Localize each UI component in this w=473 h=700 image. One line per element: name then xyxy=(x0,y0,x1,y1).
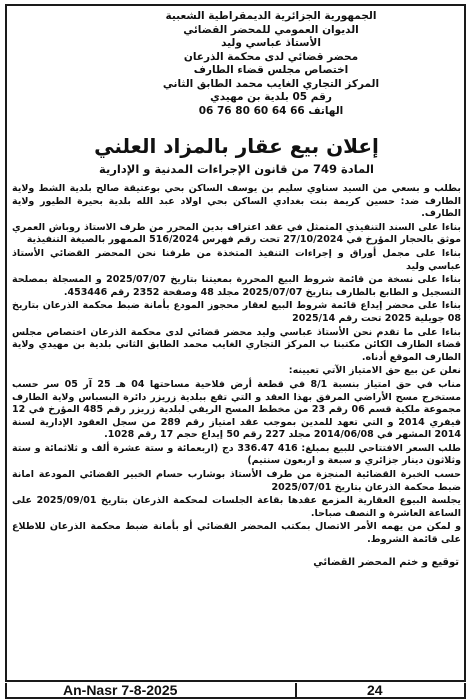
paragraph-procedures: بناءا على مجمل أوراق و إجراءات التنفيذ المتخذة من طرفنا نحن المحضر القضائي الأستاذ عباسي وليد xyxy=(12,247,461,272)
header-line-republic: الجمهورية الجزائرية الديمقراطية الشعبية xyxy=(165,10,377,22)
header-line-jurisdiction: اختصاص مجلس قضاء الطارف xyxy=(193,64,349,76)
bailiff-header xyxy=(121,10,421,118)
paragraph-opening-price: طلب السعر الافتتاحي للبيع بمبلغ: 416 336.47 دج (اربعمائة و ستة عشرة ألف و ثلاثمائة و ستة وثلاثون دينار جزائري و سبعة و اربعون سنتيم) xyxy=(12,442,461,467)
paragraph-auction-session: يجلسة البيوع العقارية المزمع عقدها بقاعة الجلسات لمحكمة الذرعان بتاريخ 2025/09/01 على الساعة العاشرة و النصف صباحا. xyxy=(12,495,461,519)
publication-date: An-Nasr 7-8-2025 xyxy=(7,683,297,697)
paragraph-contact: و لمكن من يهمه الأمر الاتصال بمكتب المحضر القضائي أو بأمانة ضبط محكمة الذرعان للاطلاع على قائمة الشروط. xyxy=(12,521,461,546)
header-line-phone: الهاتف 66 64 60 80 76 06 xyxy=(198,104,344,117)
paragraph-enforcement-title: بناءا على السند التنفيذي المتمثل في عقد اعتراف بدين المحرر من طرف الاستاذ روباش العمري موثق بالحجار المؤرخ في 27/10/2024 تحت رقم فهرس 516/2024 الممهور بالصيغة التنفيذية xyxy=(12,221,461,246)
newspaper-footer xyxy=(5,683,466,699)
header-line-office: الديوان العمومي للمحضر القضائي xyxy=(183,23,359,36)
paragraph-expertise: حسب الخبرة القضائية المنجزة من طرف الأستاذ بوشارب حسام الخبير القضائي المودعة امانة ضبط محكمة الذرعان بتاريخ 2025/07/01 xyxy=(12,469,461,493)
paragraph-property-description: مناب في حق امتياز بنسبة 8/1 في قطعة أرض فلاحية مساحتها 04 هـ 25 آر 05 سر حسب مستخرج مسح الأراضي المرفق بهذا العقد و التي تقع ببلدية زريزر دائرة البسباس ولاية الطارف مجموعة ملكية قسم 06 رقم 23 من مخطط المسح الريفي لبلدية زريزر رقم 485 المؤرخ في 12 فيفري 2014 و التي تعهد للمدين بموجب عقد امتياز رقم 289 من سجل العقود الإدارية لسنة 2014 المشهر في 2014/06/08 مجلد 227 رقم 50 إيداع حجم 17 رقم 1028. xyxy=(12,378,461,441)
notice-subtitle: المادة 749 من قانون الإجراءات المدنية و الإدارية xyxy=(99,162,374,176)
page-number: 24 xyxy=(367,682,383,698)
header-line-name: الأستاذ عباسي وليد xyxy=(221,37,321,49)
notice-content xyxy=(12,10,461,568)
header-line-court: محضر قضائي لدى محكمة الذرعان xyxy=(183,50,359,63)
paragraph-announcement: نعلن عن بيع حق الامتياز الآتي تعيينه: xyxy=(288,365,461,377)
header-line-municipality: رقم 05 بلدية بن مهيدي xyxy=(210,91,332,103)
paragraph-parties: بطلب و بسعي من السيد سناوي سليم بن يوسف الساكن بحي بوعتيقة صالح بلدية الشط ولاية الطارف ضد: حسين كريمة بنت بغدادي الساكن بحي اولاد عبد الله بلدية بحيرة الطيور ولاية الطارف. xyxy=(12,183,461,220)
paragraph-deposit-record: بناءا على محضر إيداع قائمة شروط البيع لعقار محجوز المودع بأمانة ضبط محكمة الذرعان بتاريخ 08 جويلية 2025 تحت رقم 2025/14 xyxy=(12,300,461,324)
header-line-address: المركز التجاري الغايب محمد الطابق الثاني xyxy=(162,77,380,90)
paragraph-conditions-copy: بناءا على نسخة من قائمة شروط البيع المحررة بمعيتنا بتاريخ 2025/07/07 و المسجلة بمصلحة التسجيل و الطابع بالطارف بتاريخ 2025/07/07 مجلد 48 وصفحة 2352 رقم 453446. xyxy=(12,274,461,298)
notice-body xyxy=(12,183,461,547)
paragraph-bailiff-statement: بناءا على ما تقدم نحن الأستاذ عباسي وليد محضر قضائي لدى محكمة الذرعان اختصاص مجلس قضاء الطارف الكائن مكتبنا ب المركز التجاري الغايب محمد الطابق الثاني بلدية بن مهيدي ولاية الطارف الموقع أدناه. xyxy=(12,326,461,363)
signature-line: توقيع و ختم المحضر القضائي xyxy=(313,556,459,568)
notice-title: إعلان بيع عقار بالمزاد العلني xyxy=(94,134,379,158)
